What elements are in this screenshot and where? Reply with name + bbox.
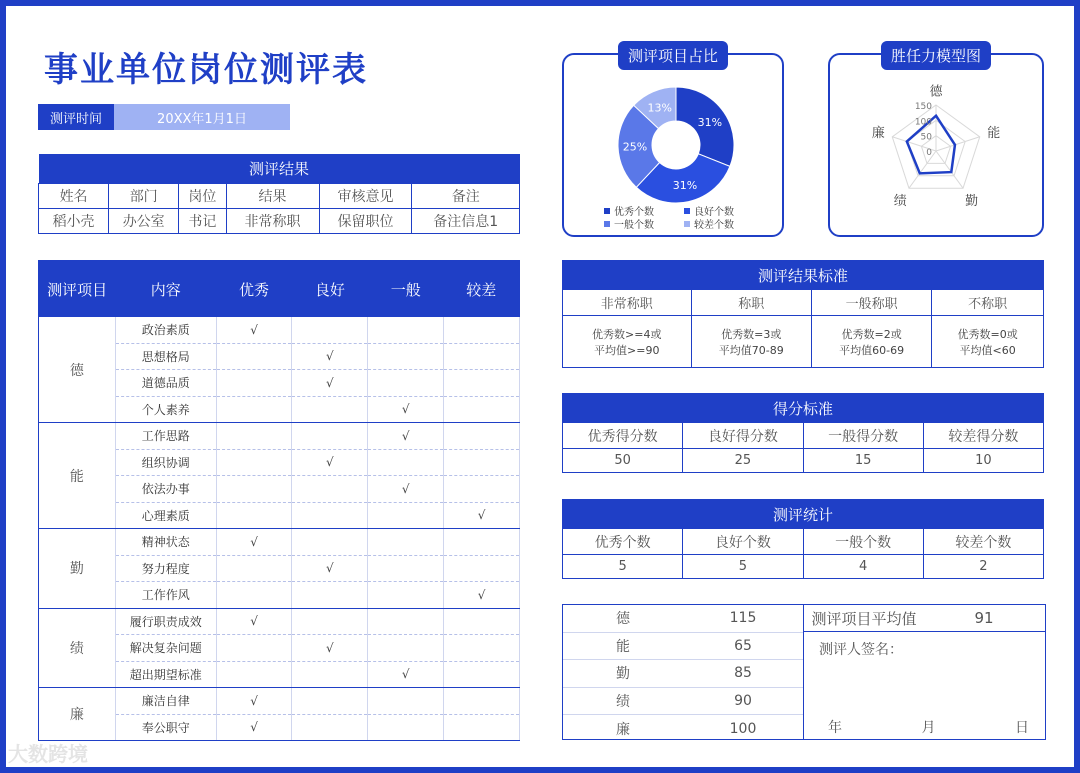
summary-value: 85 [734, 665, 752, 682]
pie-card [562, 47, 784, 237]
summary-value: 115 [729, 610, 757, 627]
check-mark: √ [250, 534, 258, 549]
eval-check-cell[interactable] [216, 661, 292, 688]
result-header: 审核意见 [319, 184, 412, 209]
eval-check-cell[interactable] [368, 343, 444, 370]
eval-check-cell[interactable] [368, 688, 444, 715]
score-table [562, 393, 1044, 473]
legend-swatch [604, 208, 610, 214]
legend-label: 一般个数 [614, 220, 654, 231]
eval-item: 履行职责成效 [115, 608, 216, 635]
radar-category: 勤 [965, 194, 979, 210]
radar-card-title: 胜任力模型图 [881, 41, 991, 70]
legend-label: 优秀个数 [614, 207, 654, 218]
pie-label: 13% [647, 101, 672, 115]
eval-check-cell[interactable] [368, 555, 444, 582]
eval-check-cell[interactable] [292, 396, 368, 423]
eval-row [39, 423, 520, 450]
pie-chart [564, 55, 782, 235]
standard-title: 测评结果标准 [563, 261, 1044, 290]
sign-label: 测评人签名： [819, 642, 903, 658]
radar-category: 能 [987, 126, 1001, 142]
eval-item: 工作思路 [115, 423, 216, 450]
eval-item: 努力程度 [115, 555, 216, 582]
check-mark: √ [326, 349, 334, 364]
score-header: 较差得分数 [923, 423, 1043, 449]
eval-check-cell[interactable] [444, 449, 520, 476]
eval-check-cell[interactable] [292, 555, 368, 582]
check-mark: √ [326, 561, 334, 576]
eval-check-cell[interactable] [444, 343, 520, 370]
result-header: 部门 [109, 184, 179, 209]
eval-check-cell[interactable] [368, 317, 444, 343]
pie-label: 31% [672, 179, 698, 193]
result-value[interactable]: 保留职位 [319, 209, 412, 234]
legend-label: 较差个数 [694, 220, 734, 231]
eval-check-cell[interactable] [216, 317, 292, 343]
summary-box [562, 604, 1046, 740]
eval-check-cell[interactable] [444, 714, 520, 741]
sign-day: 日 [1015, 720, 1029, 736]
eval-check-cell[interactable] [444, 317, 520, 343]
radar-category: 廉 [871, 126, 885, 142]
eval-check-cell[interactable] [444, 476, 520, 503]
eval-category: 能 [39, 423, 116, 529]
legend-swatch [684, 208, 690, 214]
eval-category: 德 [39, 317, 116, 423]
page-title: 事业单位岗位测评表 [44, 50, 368, 90]
summary-cat: 廉 [616, 721, 630, 738]
eval-check-cell[interactable] [216, 688, 292, 715]
eval-check-cell[interactable] [292, 529, 368, 556]
stats-header: 优秀个数 [563, 529, 683, 555]
standard-header: 非常称职 [563, 290, 692, 316]
result-table [38, 154, 520, 234]
check-mark: √ [250, 322, 258, 337]
check-mark: √ [477, 587, 486, 602]
eval-check-cell[interactable] [292, 661, 368, 688]
result-value[interactable]: 备注信息1 [412, 209, 520, 234]
stats-value: 4 [803, 555, 923, 579]
eval-item: 个人素养 [115, 396, 216, 423]
stats-header: 一般个数 [803, 529, 923, 555]
eval-category: 廉 [39, 688, 116, 741]
check-mark: √ [250, 693, 258, 708]
eval-check-cell[interactable] [292, 688, 368, 715]
eval-check-cell[interactable] [368, 423, 444, 450]
eval-item: 廉洁自律 [115, 688, 216, 715]
eval-header: 内容 [115, 261, 216, 318]
standard-line: 平均值60-69 [839, 343, 905, 357]
eval-header: 优秀 [216, 261, 292, 318]
standard-line: 优秀数>=4或 [592, 327, 662, 341]
eval-check-cell[interactable] [444, 423, 520, 450]
eval-check-cell[interactable] [292, 317, 368, 343]
radar-category: 绩 [893, 194, 907, 210]
eval-check-cell[interactable] [444, 608, 520, 635]
eval-header: 测评项目 [39, 261, 116, 318]
sign-month: 月 [921, 720, 936, 736]
eval-check-cell[interactable] [216, 370, 292, 397]
eval-check-cell[interactable] [292, 502, 368, 529]
eval-check-cell[interactable] [216, 635, 292, 662]
evaluation-table [38, 260, 520, 741]
check-mark: √ [250, 720, 258, 735]
date-label: 测评时间 [38, 104, 114, 130]
summary-list [563, 605, 803, 739]
legend-swatch [684, 221, 690, 227]
radar-chart [830, 55, 1042, 235]
check-mark: √ [326, 455, 334, 470]
watermark-logo: 大数跨境 [8, 742, 88, 766]
eval-header: 一般 [368, 261, 444, 318]
eval-check-cell[interactable] [444, 555, 520, 582]
result-value[interactable]: 办公室 [109, 209, 179, 234]
pie-label: 25% [622, 140, 648, 154]
eval-check-cell[interactable] [292, 714, 368, 741]
sign-year: 年 [828, 720, 842, 736]
result-value[interactable]: 稻小壳 [39, 209, 109, 234]
summary-value: 90 [734, 693, 752, 710]
eval-row [39, 317, 520, 343]
score-header: 良好得分数 [683, 423, 803, 449]
score-header: 优秀得分数 [563, 423, 683, 449]
eval-row [39, 688, 520, 715]
eval-check-cell[interactable] [368, 714, 444, 741]
eval-item: 道德品质 [115, 370, 216, 397]
standard-cell [932, 316, 1044, 368]
eval-row [39, 608, 520, 635]
check-mark: √ [250, 614, 258, 629]
eval-item: 思想格局 [115, 343, 216, 370]
eval-check-cell[interactable] [216, 449, 292, 476]
check-mark: √ [401, 402, 410, 417]
standard-table [562, 260, 1044, 368]
avg-row [804, 605, 1045, 632]
radar-tick: 0 [926, 148, 932, 158]
eval-check-cell[interactable] [368, 476, 444, 503]
check-mark: √ [477, 508, 486, 523]
eval-check-cell[interactable] [292, 608, 368, 635]
radar-axis [936, 137, 980, 151]
eval-check-cell[interactable] [216, 476, 292, 503]
eval-check-cell[interactable] [216, 423, 292, 450]
eval-check-cell[interactable] [368, 582, 444, 609]
eval-check-cell[interactable] [368, 529, 444, 556]
summary-row [563, 605, 803, 633]
eval-header: 良好 [292, 261, 368, 318]
summary-row [563, 688, 803, 716]
summary-value: 65 [734, 637, 752, 654]
standard-line: 优秀数=3或 [721, 327, 782, 341]
eval-check-cell[interactable] [444, 582, 520, 609]
summary-row [563, 633, 803, 661]
stats-header: 良好个数 [683, 529, 803, 555]
eval-check-cell[interactable] [216, 529, 292, 556]
standard-cell [563, 316, 692, 368]
result-title: 测评结果 [39, 154, 520, 184]
summary-row [563, 660, 803, 688]
eval-check-cell[interactable] [216, 582, 292, 609]
radar-category: 德 [929, 84, 943, 100]
eval-check-cell[interactable] [368, 502, 444, 529]
eval-check-cell[interactable] [368, 370, 444, 397]
score-header: 一般得分数 [803, 423, 923, 449]
eval-check-cell[interactable] [444, 688, 520, 715]
check-mark: √ [326, 640, 334, 655]
sign-date [804, 717, 1045, 737]
eval-check-cell[interactable] [292, 582, 368, 609]
stats-table [562, 499, 1044, 579]
eval-check-cell[interactable] [216, 343, 292, 370]
eval-header: 较差 [444, 261, 520, 318]
pie-card-title: 测评项目占比 [618, 41, 728, 70]
summary-row [563, 715, 803, 742]
stats-value: 2 [923, 555, 1043, 579]
eval-item: 解决复杂问题 [115, 635, 216, 662]
summary-value: 100 [729, 720, 757, 737]
radar-card [828, 47, 1044, 237]
eval-check-cell[interactable] [292, 423, 368, 450]
standard-header: 称职 [691, 290, 811, 316]
eval-check-cell[interactable] [444, 370, 520, 397]
result-value[interactable]: 非常称职 [226, 209, 319, 234]
eval-item: 政治素质 [115, 317, 216, 343]
eval-check-cell[interactable] [216, 502, 292, 529]
score-value[interactable]: 15 [803, 449, 923, 473]
check-mark: √ [326, 375, 334, 390]
eval-check-cell[interactable] [444, 396, 520, 423]
date-value[interactable]: 20XX年1月1日 [114, 104, 290, 130]
check-mark: √ [401, 481, 410, 496]
standard-line: 平均值70-89 [718, 343, 784, 357]
eval-check-cell[interactable] [216, 608, 292, 635]
standard-line: 优秀数=2或 [841, 327, 902, 341]
radar-tick: 50 [920, 132, 932, 143]
legend-label: 良好个数 [694, 207, 734, 218]
eval-check-cell[interactable] [444, 661, 520, 688]
check-mark: √ [401, 667, 410, 682]
score-value[interactable]: 25 [683, 449, 803, 473]
avg-label: 测评项目平均值 [811, 609, 917, 628]
score-value[interactable]: 50 [563, 449, 683, 473]
score-value[interactable]: 10 [923, 449, 1043, 473]
eval-check-cell[interactable] [368, 608, 444, 635]
eval-check-cell[interactable] [292, 370, 368, 397]
summary-cat: 绩 [616, 694, 630, 711]
eval-check-cell[interactable] [444, 529, 520, 556]
standard-line: 平均值>=90 [594, 343, 660, 357]
eval-check-cell[interactable] [292, 449, 368, 476]
standard-cell [691, 316, 811, 368]
eval-check-cell[interactable] [444, 502, 520, 529]
radar-tick: 150 [914, 102, 932, 112]
score-title: 得分标准 [563, 394, 1044, 423]
eval-check-cell[interactable] [368, 449, 444, 476]
summary-cat: 勤 [616, 666, 630, 683]
stats-value: 5 [563, 555, 683, 579]
radar-axis [936, 151, 963, 188]
eval-category: 绩 [39, 608, 116, 688]
eval-check-cell[interactable] [292, 343, 368, 370]
standard-header: 一般称职 [811, 290, 931, 316]
result-header: 岗位 [179, 184, 226, 209]
legend-swatch [604, 221, 610, 227]
eval-item: 奉公职守 [115, 714, 216, 741]
eval-row [39, 529, 520, 556]
standard-line: 平均值<60 [959, 343, 1016, 357]
eval-item: 精神状态 [115, 529, 216, 556]
standard-cell [811, 316, 931, 368]
standard-header: 不称职 [932, 290, 1044, 316]
eval-check-cell[interactable] [292, 635, 368, 662]
check-mark: √ [401, 428, 410, 443]
pie-label: 31% [697, 115, 723, 129]
eval-check-cell[interactable] [216, 555, 292, 582]
standard-line: 优秀数=0或 [957, 327, 1018, 341]
result-header: 结果 [226, 184, 319, 209]
result-header: 备注 [412, 184, 520, 209]
summary-cat: 能 [616, 638, 630, 655]
eval-item: 工作作风 [115, 582, 216, 609]
eval-item: 超出期望标准 [115, 661, 216, 688]
eval-check-cell[interactable] [444, 635, 520, 662]
eval-check-cell[interactable] [292, 476, 368, 503]
eval-item: 心理素质 [115, 502, 216, 529]
eval-check-cell[interactable] [368, 396, 444, 423]
eval-item: 组织协调 [115, 449, 216, 476]
result-header: 姓名 [39, 184, 109, 209]
avg-value: 91 [974, 609, 994, 627]
summary-cat: 德 [616, 611, 630, 628]
eval-check-cell[interactable] [216, 714, 292, 741]
eval-item: 依法办事 [115, 476, 216, 503]
eval-check-cell[interactable] [368, 661, 444, 688]
stats-title: 测评统计 [563, 500, 1044, 529]
eval-check-cell[interactable] [216, 396, 292, 423]
radar-tick: 100 [914, 117, 932, 128]
result-value[interactable]: 书记 [179, 209, 226, 234]
stats-value: 5 [683, 555, 803, 579]
eval-category: 勤 [39, 529, 116, 609]
eval-check-cell[interactable] [368, 635, 444, 662]
stats-header: 较差个数 [923, 529, 1043, 555]
date-row [38, 104, 290, 130]
